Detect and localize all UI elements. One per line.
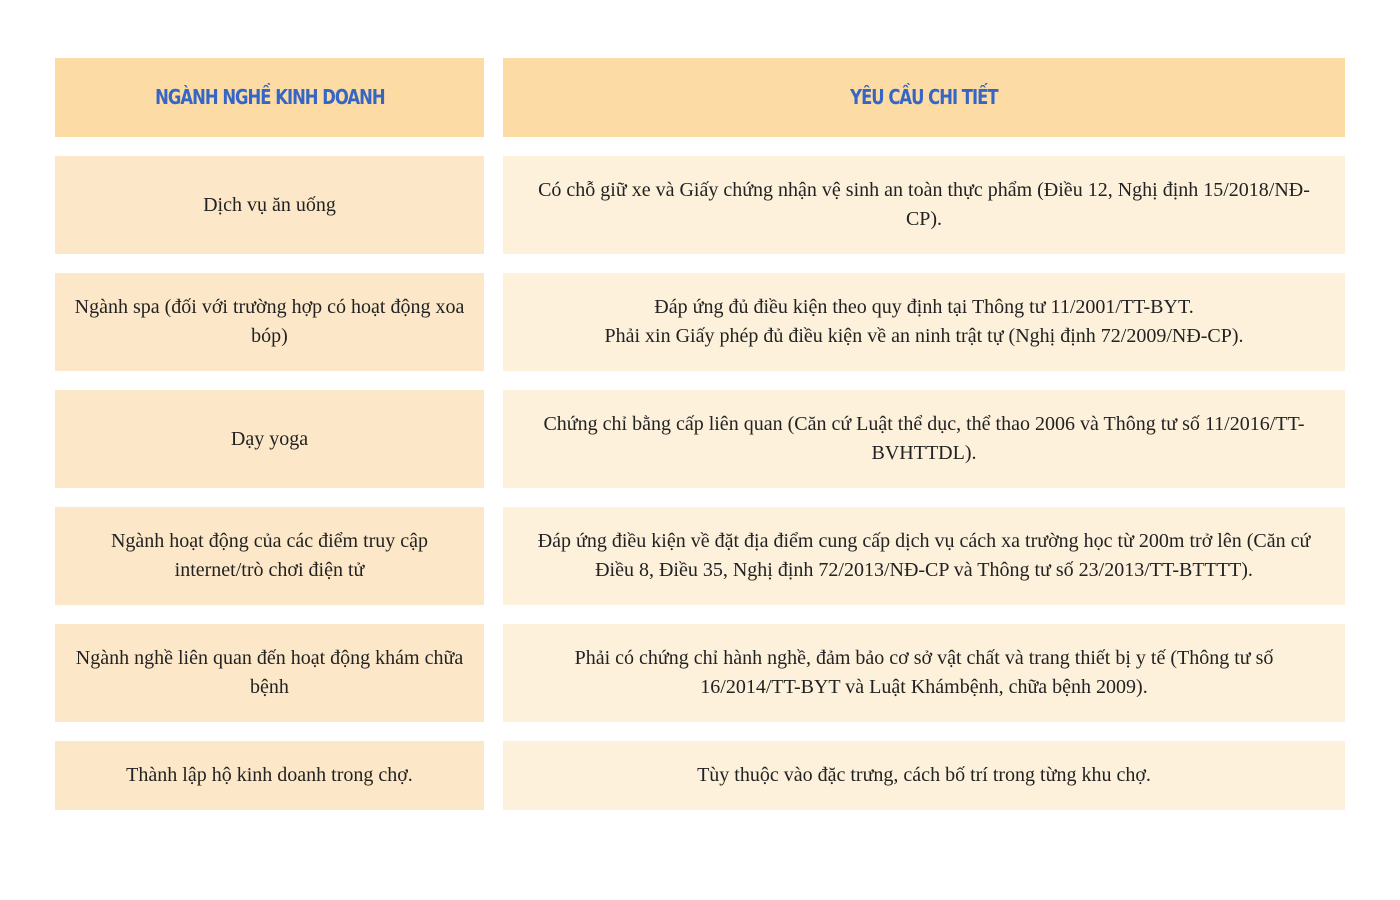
requirement-line: Phải xin Giấy phép đủ điều kiện về an ninh trật tự (Nghị định 72/2009/NĐ-CP). bbox=[604, 325, 1244, 347]
business-sector-cell: Dịch vụ ăn uống bbox=[55, 156, 484, 254]
business-requirements-table bbox=[55, 58, 1345, 829]
table-row bbox=[55, 741, 1345, 810]
business-sector-cell: Thành lập hộ kinh doanh trong chợ. bbox=[55, 741, 484, 810]
header-detailed-requirements: YÊU CẦU CHI TIẾT bbox=[503, 58, 1345, 137]
table-row bbox=[55, 507, 1345, 605]
requirement-cell: Tùy thuộc vào đặc trưng, cách bố trí trong từng khu chợ. bbox=[503, 741, 1345, 810]
requirement-line: Đáp ứng đủ điều kiện theo quy định tại Thông tư 11/2001/TT-BYT. bbox=[654, 296, 1194, 318]
business-sector-cell: Ngành nghề liên quan đến hoạt động khám chữa bệnh bbox=[55, 624, 484, 722]
requirement-cell: Có chỗ giữ xe và Giấy chứng nhận vệ sinh an toàn thực phẩm (Điều 12, Nghị định 15/2018/NĐ-CP). bbox=[503, 156, 1345, 254]
business-sector-cell: Dạy yoga bbox=[55, 390, 484, 488]
business-sector-cell: Ngành hoạt động của các điểm truy cập internet/trò chơi điện tử bbox=[55, 507, 484, 605]
business-sector-cell: Ngành spa (đối với trường hợp có hoạt động xoa bóp) bbox=[55, 273, 484, 371]
table-row bbox=[55, 156, 1345, 254]
requirement-cell: Đáp ứng điều kiện về đặt địa điểm cung cấp dịch vụ cách xa trường học từ 200m trở lên (Căn cứ Điều 8, Điều 35, Nghị định 72/2013/NĐ-CP và Thông tư số 23/2013/TT-BTTTT). bbox=[503, 507, 1345, 605]
table-row bbox=[55, 273, 1345, 371]
requirement-cell: Chứng chỉ bằng cấp liên quan (Căn cứ Luật thể dục, thể thao 2006 và Thông tư số 11/2016/TT-BVHTTDL). bbox=[503, 390, 1345, 488]
table-row bbox=[55, 624, 1345, 722]
header-business-sector: NGÀNH NGHỀ KINH DOANH bbox=[55, 58, 484, 137]
requirement-cell: Phải có chứng chỉ hành nghề, đảm bảo cơ sở vật chất và trang thiết bị y tế (Thông tư số 16/2014/TT-BYT và Luật Khámbệnh, chữa bệnh 2009). bbox=[503, 624, 1345, 722]
requirement-cell bbox=[503, 273, 1345, 371]
table-row bbox=[55, 390, 1345, 488]
table-header bbox=[55, 58, 1345, 137]
